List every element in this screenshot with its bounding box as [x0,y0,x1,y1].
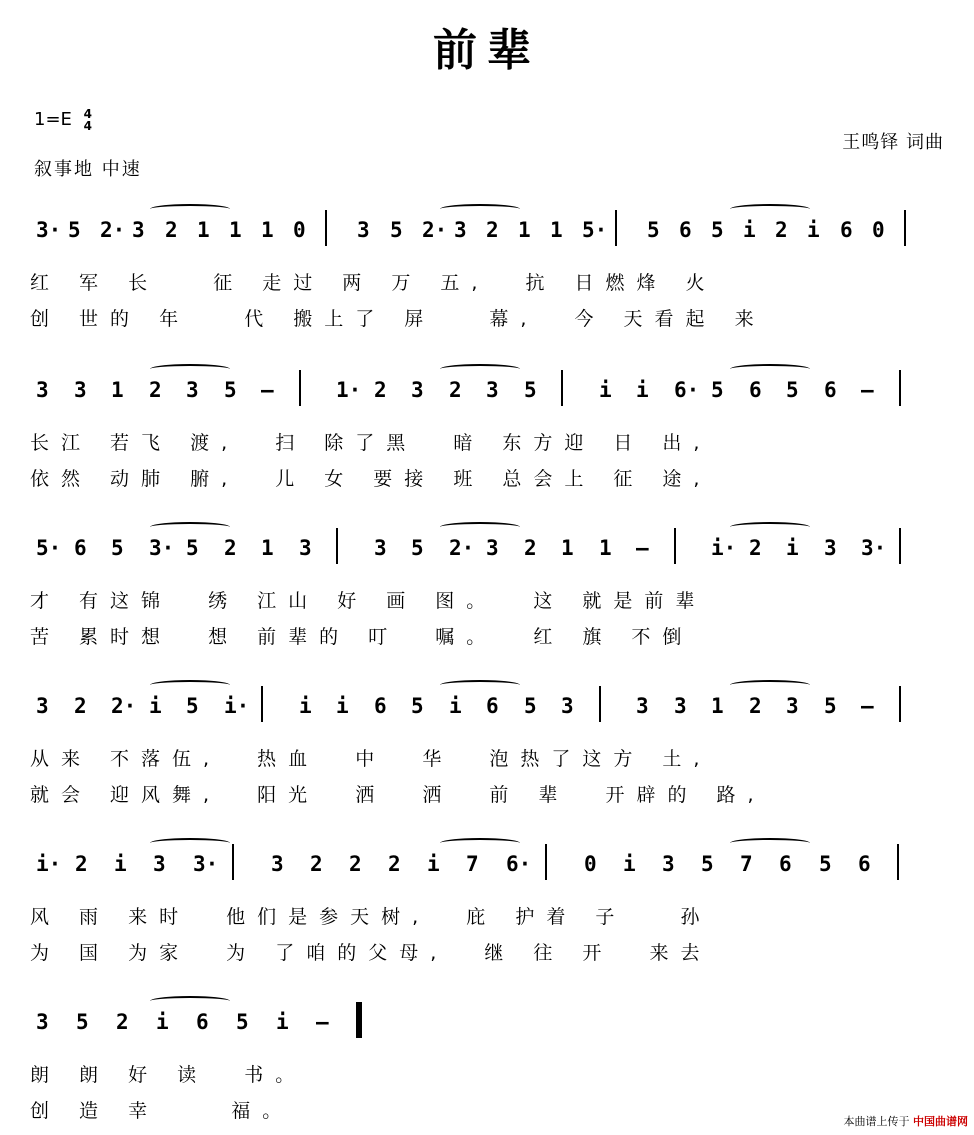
note: i [427,852,440,876]
bar-line [545,844,547,880]
note: i [807,218,820,242]
note: 3 [674,694,687,718]
note: 2 [349,852,362,876]
meter-bottom: 4 [83,119,93,133]
note: 1 [197,218,210,242]
note: 5 [186,536,199,560]
note: 1 [711,694,724,718]
slur-mark [150,364,230,374]
note: 2· [100,218,126,242]
slur-mark [150,996,230,1006]
notes-row [30,210,948,250]
note: 2· [422,218,448,242]
note: 1 [561,536,574,560]
tempo-marking: 叙事地 中速 [34,159,142,180]
repeat-end-bar [356,1002,362,1038]
lyric-line-1: 风 雨 来时 他们是参天树, 庇 护着 子 孙 [30,906,712,928]
note: 3· [149,536,175,560]
note: 6 [486,694,499,718]
note: 2 [149,378,162,402]
lyric-line-1: 红 军 长 征 走过 两 万 五, 抗 日燃烽 火 [30,272,717,294]
bar-line [561,370,563,406]
bar-line [674,528,676,564]
note: 7 [740,852,753,876]
notes-row [30,686,948,726]
slur-mark [440,522,520,532]
notes-row [30,370,948,410]
note: 7 [466,852,479,876]
note: 3 [36,694,49,718]
note: i· [711,536,737,560]
note: 1 [111,378,124,402]
note: 2· [111,694,137,718]
bar-line [325,210,327,246]
note: 5 [647,218,660,242]
lyric-line-2: 苦 累时想 想 前辈的 叮 嘱。 红 旗 不倒 [30,626,694,648]
note: i [743,218,756,242]
note: 6· [506,852,532,876]
bar-line [261,686,263,722]
bar-line [899,370,901,406]
note: 3 [374,536,387,560]
note: 6 [74,536,87,560]
note: 5 [786,378,799,402]
bar-line [336,528,338,564]
note: 1 [599,536,612,560]
note: 2 [116,1010,129,1034]
note: 6· [674,378,700,402]
footer-site: 中国曲谱网 [913,1115,968,1128]
bar-line [232,844,234,880]
note: – [861,694,874,718]
bar-line [615,210,617,246]
slur-mark [150,680,230,690]
note: 3 [786,694,799,718]
lyric-line-1: 长江 若飞 渡, 扫 除了黑 暗 东方迎 日 出, [30,432,712,454]
note: i [786,536,799,560]
note: 5 [68,218,81,242]
note: 6 [374,694,387,718]
note: 3 [636,694,649,718]
note: 3 [357,218,370,242]
note: 5 [711,218,724,242]
note: 5· [582,218,608,242]
note: 3· [861,536,887,560]
note: 6 [824,378,837,402]
footer-prefix: 本曲谱上传于 [843,1115,910,1128]
note: 0 [872,218,885,242]
note: 5· [36,536,62,560]
note: i· [36,852,62,876]
notes-row [30,844,948,884]
note: i [276,1010,289,1034]
note: 3 [486,378,499,402]
bar-line [599,686,601,722]
note: 2 [165,218,178,242]
note: 1 [518,218,531,242]
time-signature [84,108,92,132]
note: i [449,694,462,718]
key-signature [34,108,92,132]
note: 3 [153,852,166,876]
note: 5 [819,852,832,876]
note: 2 [388,852,401,876]
note: 2 [449,378,462,402]
slur-mark [150,838,230,848]
footer-credit [844,1113,969,1129]
note: 5 [186,694,199,718]
note: 2 [74,694,87,718]
lyric-line-2: 为 国 为家 为 了咱的父母, 继 往 开 来去 [30,942,712,964]
note: 5 [524,378,537,402]
note: 6 [858,852,871,876]
note: – [636,536,649,560]
note: i [156,1010,169,1034]
note: 5 [411,694,424,718]
slur-mark [730,680,810,690]
note: 0 [293,218,306,242]
note: 5 [701,852,714,876]
note: i [599,378,612,402]
note: 3 [186,378,199,402]
note: 6 [749,378,762,402]
bar-line [299,370,301,406]
note: i [636,378,649,402]
note: 1 [261,218,274,242]
note: 1 [261,536,274,560]
note: 2 [486,218,499,242]
note: 1 [229,218,242,242]
slur-mark [730,364,810,374]
bar-line [899,528,901,564]
note: 5 [524,694,537,718]
lyric-line-2: 创 世的 年 代 搬上了 屏 幕, 今 天看起 来 [30,308,766,330]
note: 2 [374,378,387,402]
notes-row [30,528,948,568]
bar-line [899,686,901,722]
note: 3 [271,852,284,876]
note: 3 [74,378,87,402]
note: 3· [193,852,219,876]
note: 5 [824,694,837,718]
note: – [261,378,274,402]
note: 3 [36,378,49,402]
note: 5 [236,1010,249,1034]
note: 3 [454,218,467,242]
note: 6 [840,218,853,242]
note: 6 [679,218,692,242]
note: 3 [36,1010,49,1034]
meter-top: 4 [83,107,93,121]
note: 5 [224,378,237,402]
slur-mark [440,364,520,374]
note: 3· [36,218,62,242]
note: 3 [411,378,424,402]
note: – [861,378,874,402]
note: 5 [111,536,124,560]
note: 6 [779,852,792,876]
note: i [336,694,349,718]
slur-mark [150,204,230,214]
slur-mark [150,522,230,532]
note: 1· [336,378,362,402]
lyric-line-2: 创 造 幸 福。 [30,1100,294,1122]
key-label: 1=E [34,109,72,130]
bar-line [897,844,899,880]
note: 3 [824,536,837,560]
note: i [149,694,162,718]
note: 5 [76,1010,89,1034]
lyric-line-1: 朗 朗 好 读 书。 [30,1064,307,1086]
note: 3 [132,218,145,242]
note: 2 [524,536,537,560]
note: 5 [711,378,724,402]
slur-mark [730,838,810,848]
note: 2 [775,218,788,242]
bar-line [904,210,906,246]
slur-mark [730,204,810,214]
note: 3 [561,694,574,718]
slur-mark [730,522,810,532]
slur-mark [440,680,520,690]
note: 1 [550,218,563,242]
note: 3 [662,852,675,876]
note: 6 [196,1010,209,1034]
note: 5 [390,218,403,242]
note: 2 [749,536,762,560]
note: i [299,694,312,718]
song-title: 前辈 [433,25,541,76]
note: 2 [310,852,323,876]
note: 2 [224,536,237,560]
note: 5 [411,536,424,560]
note: i· [224,694,250,718]
note: – [316,1010,329,1034]
note: i [114,852,127,876]
note: i [623,852,636,876]
lyric-line-2: 依然 动肺 腑, 儿 女 要接 班 总会上 征 途, [30,468,712,490]
note: 2 [749,694,762,718]
note: 2· [449,536,475,560]
note: 2 [75,852,88,876]
lyric-line-2: 就会 迎风舞, 阳光 洒 洒 前 辈 开辟的 路, [30,784,766,806]
note: 3 [299,536,312,560]
notes-row [30,1002,948,1042]
slur-mark [440,838,520,848]
lyric-line-1: 才 有这锦 绣 江山 好 画 图。 这 就是前辈 [30,590,707,612]
lyric-line-1: 从来 不落伍, 热血 中 华 泡热了这方 土, [30,748,712,770]
note: 0 [584,852,597,876]
note: 3 [486,536,499,560]
credit-line: 王鸣铎 词曲 [842,132,944,153]
slur-mark [440,204,520,214]
